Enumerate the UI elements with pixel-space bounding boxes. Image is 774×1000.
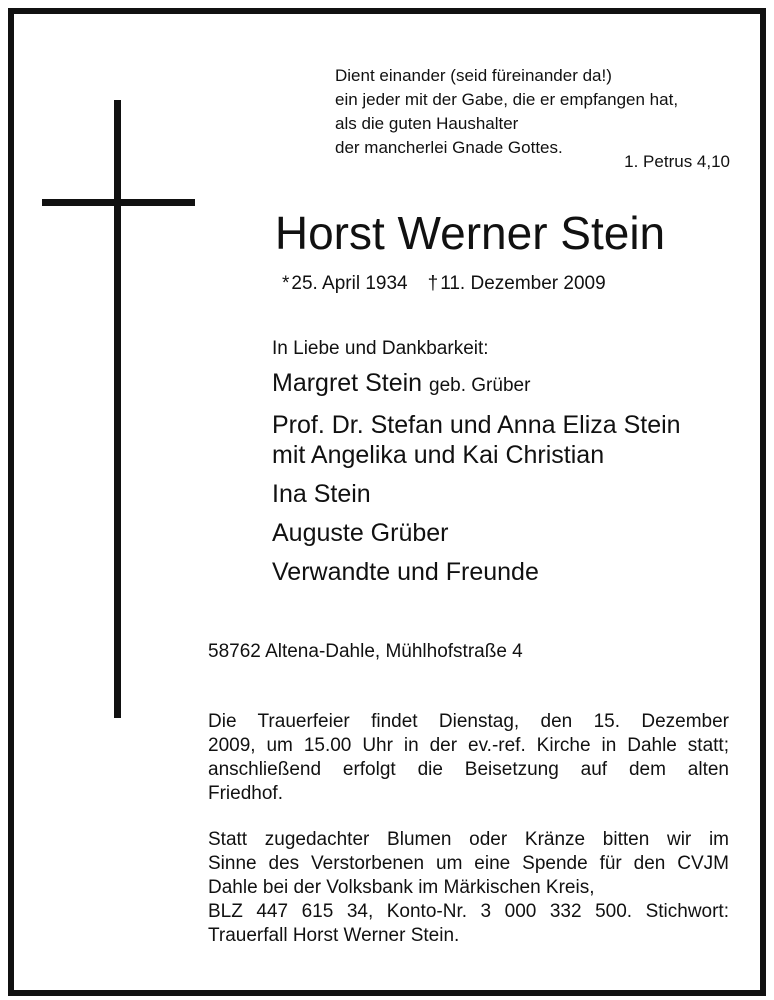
notice-line: Friedhof. [208,783,283,804]
donation-notice [208,828,729,948]
notice-line: 2009, um 15.00 Uhr in der ev.-ref. Kirche in Dahle statt; [208,735,729,756]
verse-line: der mancherlei Gnade Gottes. [335,138,563,157]
mourner-entry [272,410,742,470]
mourner-entry [272,368,742,401]
verse-reference: 1. Petrus 4,10 [624,152,730,171]
funeral-notice [208,710,729,806]
mourner-name-suffix: geb. Grüber [429,375,531,396]
verse-line: ein jeder mit der Gabe, die er empfangen hat, [335,90,679,109]
deceased-name: Horst Werner Stein [274,207,666,259]
family-address: 58762 Altena-Dahle, Mühlhofstraße 4 [208,641,523,662]
cross-horizontal-bar [42,199,195,206]
mourner-name: Ina Stein [272,480,371,508]
notice-line: BLZ 447 615 34, Konto-Nr. 3 000 332 500. Stichwort: [208,901,729,922]
mourners-intro: In Liebe und Dankbarkeit: [272,338,489,359]
death-date: 11. Dezember 2009 [440,273,606,294]
notice-line: Sinne des Verstorbenen um eine Spende für den CVJM [208,853,729,874]
mourner-name: Verwandte und Freunde [272,558,539,586]
notice-line: anschließend erfolgt die Beisetzung auf dem alten [208,759,729,780]
mourner-name: Margret Stein [272,369,423,397]
verse-line: Dient einander (seid füreinander da!) [335,66,612,85]
mourner-name: Prof. Dr. Stefan und Anna Eliza Stein [272,411,681,439]
notice-line: Dahle bei der Volksbank im Märkischen Kreis, [208,877,595,898]
mourner-entry [272,479,742,509]
life-dates [282,271,606,297]
cross-vertical-bar [114,100,121,718]
notice-line: Statt zugedachter Blumen oder Kränze bitten wir im [208,829,729,850]
mourner-name: Auguste Grüber [272,519,449,547]
death-symbol: † [427,273,439,294]
mourner-name-line2: mit Angelika und Kai Christian [272,441,605,469]
notice-line: Trauerfall Horst Werner Stein. [208,925,460,946]
mourner-entry [272,518,742,548]
notice-line: Die Trauerfeier findet Dienstag, den 15. Dezember [208,711,729,732]
verse-line: als die guten Haushalter [335,114,519,133]
bible-verse [335,64,735,171]
mourner-entry [272,557,742,587]
birth-symbol: * [282,273,290,294]
mourners-list [272,368,742,596]
birth-date: 25. April 1934 [291,273,408,294]
